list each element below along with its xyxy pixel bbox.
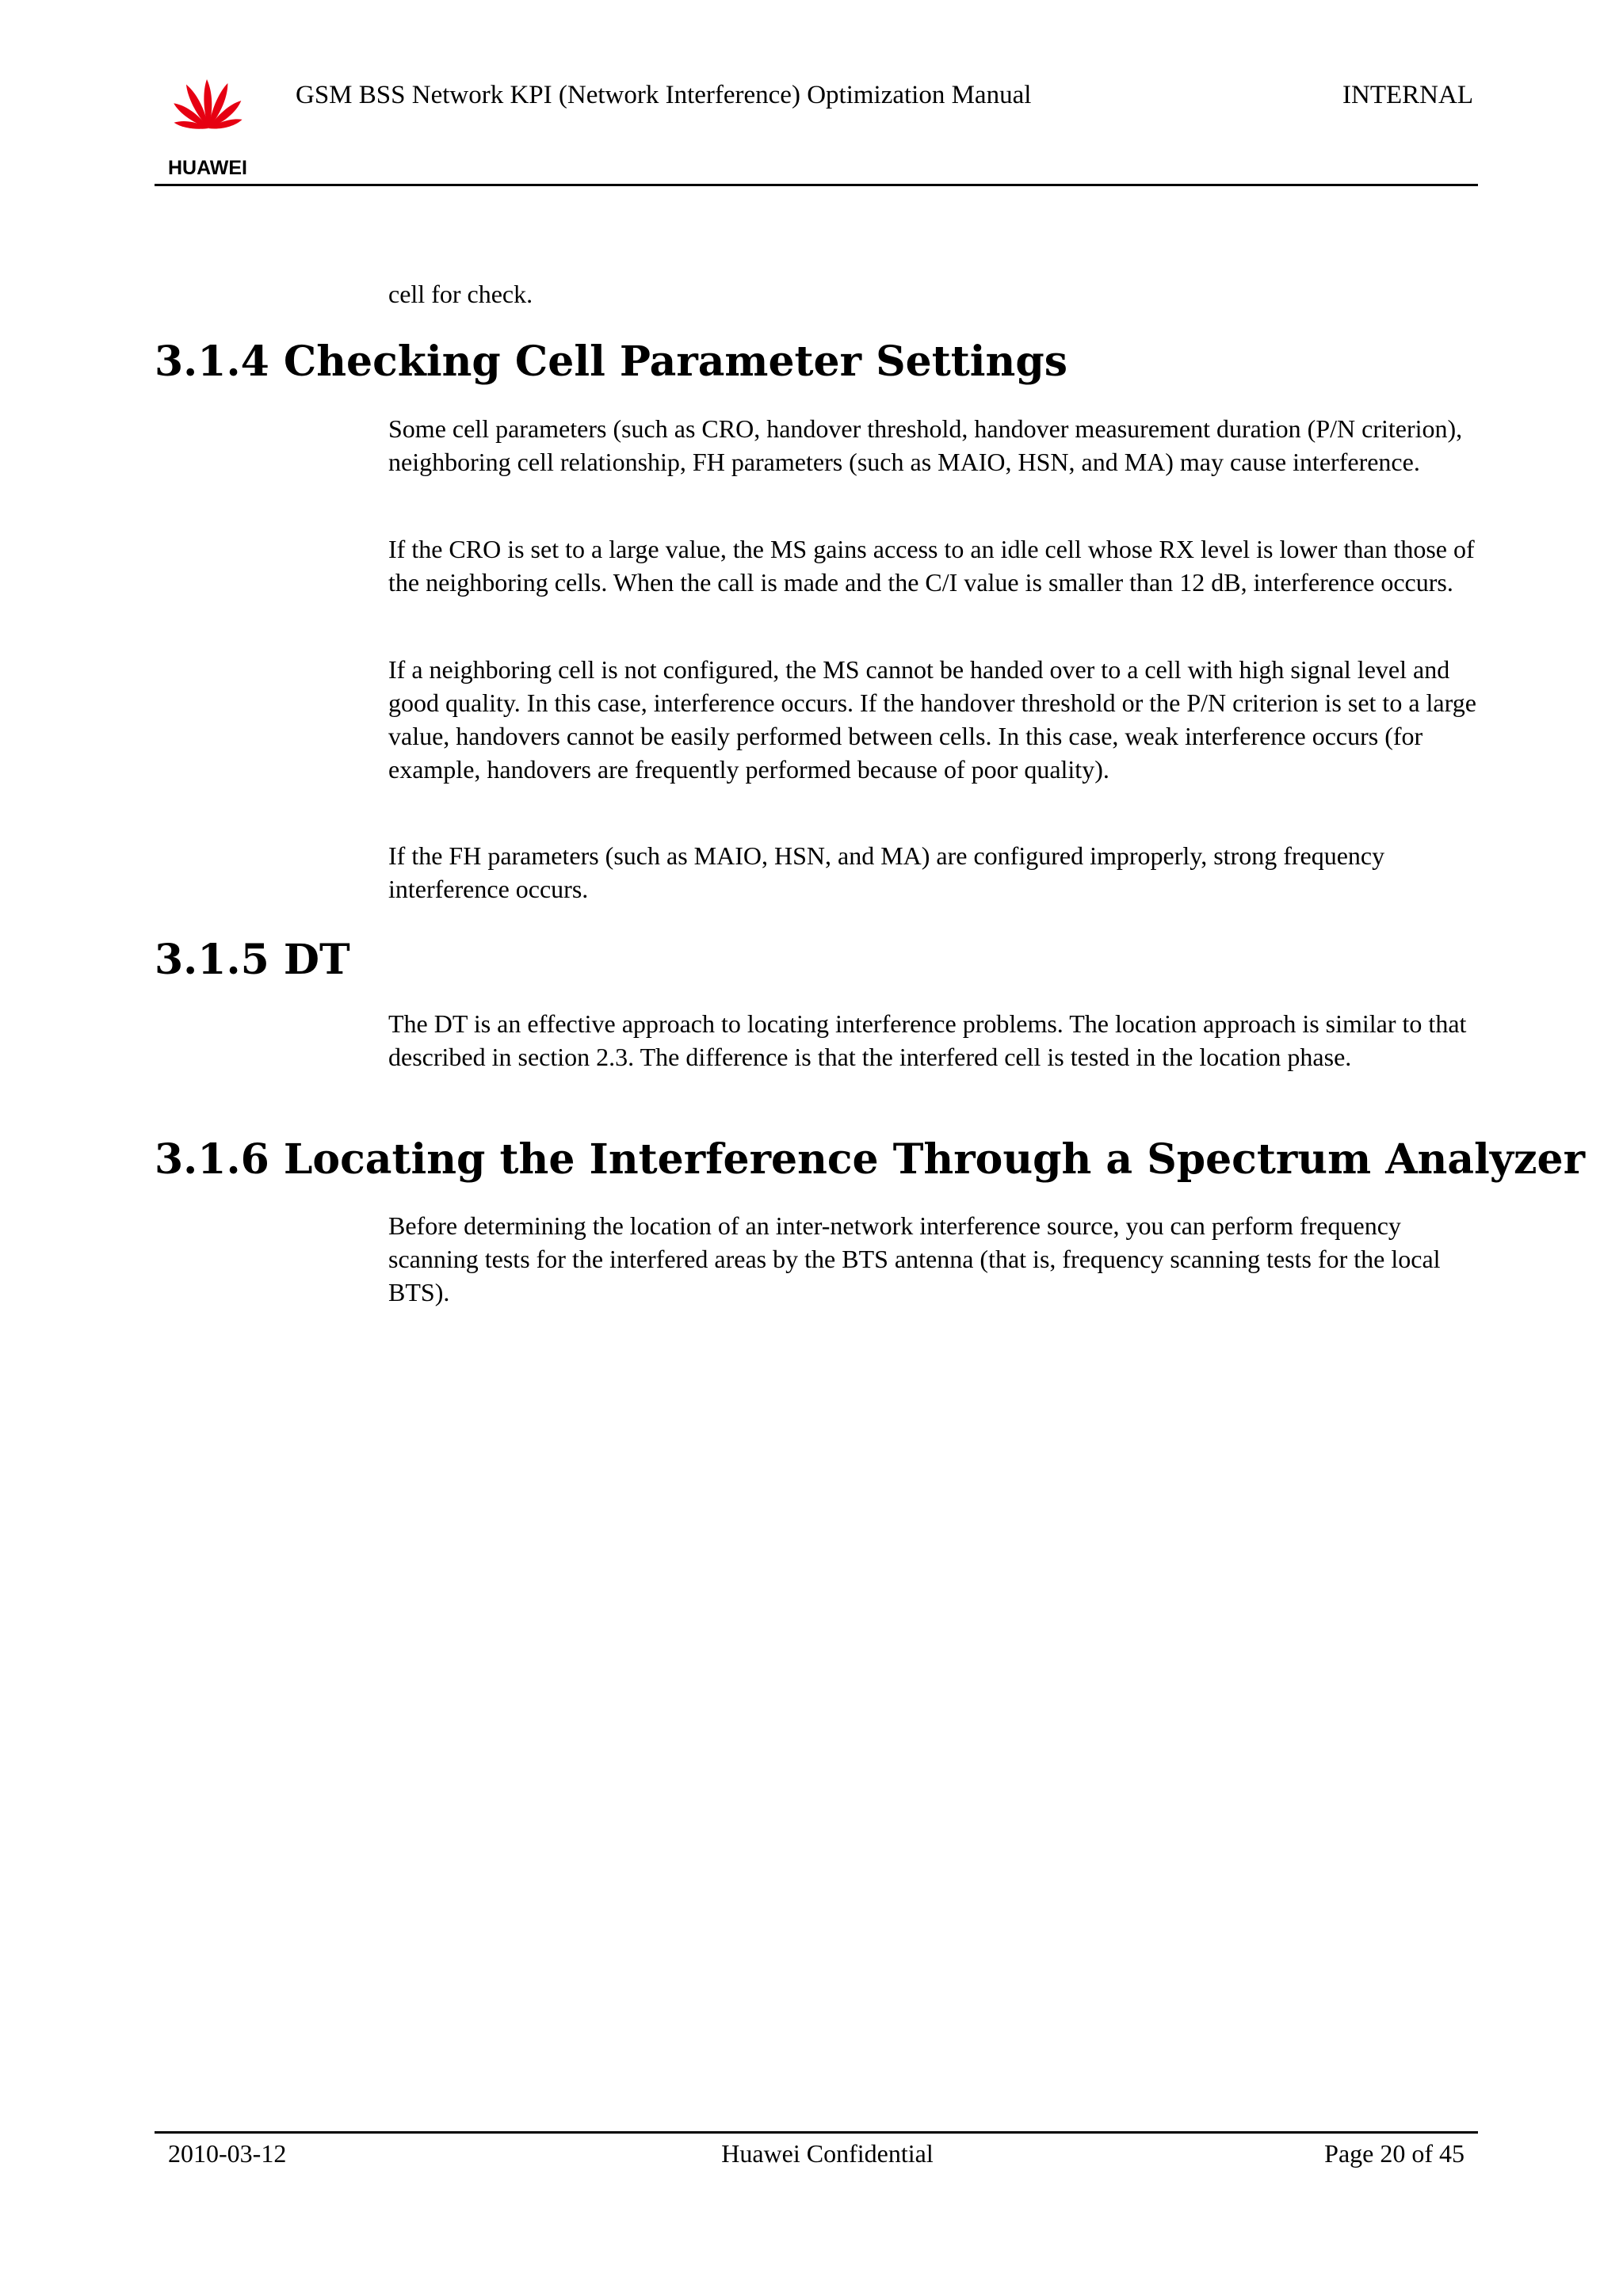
paragraph: Before determining the location of an inter-network interference source, you can perform frequency scanning tests for the interfered areas by the BTS antenna (that is, frequency scanning tests for the local BTS). <box>388 1211 1441 1306</box>
page-number: Page 20 of 45 <box>1324 2139 1465 2168</box>
footer-date: 2010-03-12 <box>168 2139 287 2168</box>
paragraph: The DT is an effective approach to locating interference problems. The location approach is similar to that described in section 2.3. The difference is that the interfered cell is tested in the location phase. <box>388 1009 1467 1071</box>
paragraph: If the CRO is set to a large value, the MS gains access to an idle cell whose RX level is lower than those of the neighboring cells. When the call is made and the C/I value is smaller than 12 dB, interference occurs. <box>388 535 1475 597</box>
document-title: GSM BSS Network KPI (Network Interference) Optimization Manual <box>296 81 1032 109</box>
huawei-logo <box>155 71 262 178</box>
paragraph: Some cell parameters (such as CRO, handover threshold, handover measurement duration (P/N criterion), neighboring cell relationship, FH parameters (such as MAIO, HSN, and MA) may cause interference. <box>388 414 1463 476</box>
paragraph: If a neighboring cell is not configured, the MS cannot be handed over to a cell with high signal level and good quality. In this case, interference occurs. If the handover threshold or the P/N criterion is set to a large value, handovers cannot be easily performed between cells. In this case, weak interference occurs (for example, handovers are frequently performed because of poor quality). <box>388 655 1476 784</box>
section-heading-3-1-4: 3.1.4 Checking Cell Parameter Settings <box>155 338 1067 386</box>
classification-label: INTERNAL <box>1342 81 1473 109</box>
section-heading-3-1-5: 3.1.5 DT <box>155 936 350 984</box>
header-divider <box>155 184 1478 186</box>
page-header <box>155 71 1478 190</box>
footer-divider <box>155 2131 1478 2134</box>
svg-text:HUAWEI: HUAWEI <box>168 157 247 178</box>
footer-confidentiality: Huawei Confidential <box>721 2139 934 2168</box>
lead-fragment: cell for check. <box>388 280 533 308</box>
paragraph: If the FH parameters (such as MAIO, HSN, and MA) are configured improperly, strong frequency interference occurs. <box>388 841 1385 903</box>
section-heading-3-1-6: 3.1.6 Locating the Interference Through a Spectrum Analyzer <box>155 1135 1586 1184</box>
